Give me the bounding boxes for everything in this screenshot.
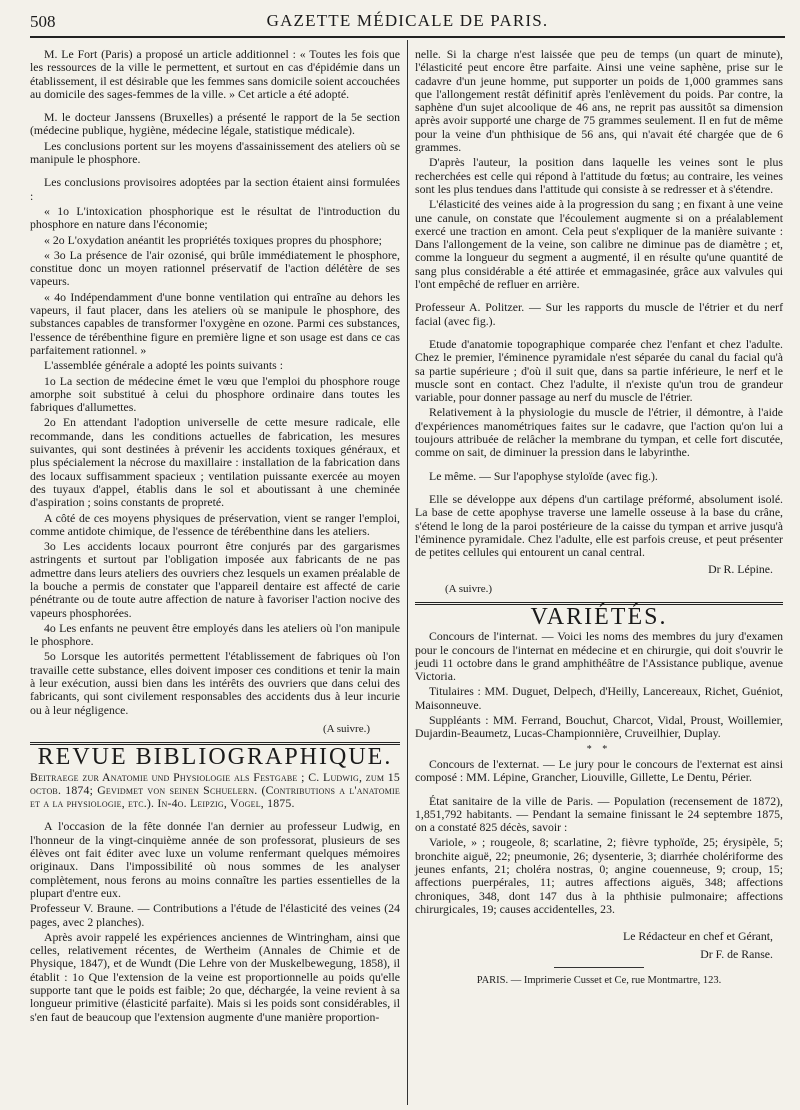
section-title-revue: REVUE BIBLIOGRAPHIQUE. [37,744,393,771]
column-divider [407,40,408,1105]
printer-imprint: PARIS. — Imprimerie Cusset et Ce, rue Montmartre, 123. [476,974,722,986]
paragraph: Après avoir rappelé les expériences anciennes de Wintringham, ainsi que celles, relativement récentes, de Wertheim (Annales de Chimie et de Physique, 1847), et de Wundt (Die Lehre von der Muskelbewegung, 1858), il établit : 1o Que l'extension de la veine est proportionnelle au poids qu'elle supporte tant que le poids est faible; 2o que, déchargée, la veine revient à sa longueur primitive (élasticité parfaite). Mais si les poids sont considérables, il s'en faut de beaucoup que l'extension augmente d'une manière proportion- [30,929,400,1024]
article-heading: Le même. — Sur l'apophyse styloïde (avec fig.). [429,468,658,483]
bibliographic-reference: Beitraege zur Anatomie und Physiologie als Festgabe ; C. Ludwig, zum 15 octob. 1874; Gevidmet von seinen Schuelern. (Contributions a l'anatomie et a la physiologie, etc.). In-4o. Leipzig, Vogel, 1875. [30,769,400,811]
paragraph: 1o La section de médecine émet le vœu que l'emploi du phosphore rouge amorphe soit substitué à celui du phosphore ordinaire dans toutes les fabriques d'allumettes. [30,373,400,415]
paragraph: Les conclusions provisoires adoptées par la section étaient ainsi formulées : [30,175,400,203]
paragraph: Concours de l'internat. — Voici les noms des membres du jury d'examen pour le concours de l'internat en médecine et en chirurgie, qui doit s'ouvrir le jeudi 11 octobre dans le grand amphithéâtre de l'Assistance publique, avenue Victoria. [415,629,783,684]
paragraph: L'assemblée générale a adopté les points suivants : [44,358,283,373]
paragraph: « 2o L'oxydation anéantit les propriétés toxiques propres du phosphore; [44,232,382,247]
separator-stars: * * [586,743,612,755]
paragraph: Les conclusions portent sur les moyens d'assainissement des ateliers où se manipule le phosphore. [30,138,400,167]
journal-title: GAZETTE MÉDICALE DE PARIS. [266,11,549,30]
paragraph: « 1o L'intoxication phosphorique est le résultat de l'introduction du phosphore en nature dans l'économie; [30,203,400,232]
header-rule [30,36,785,38]
paragraph: 5o Lorsque les autorités permettent l'établissement de fabriques où l'on travaille cette substance, elles doivent imposer ces conditions et tenir la main à leur exécution, aussi bien dans les intérêts des ouvriers que dans celui des fabricants, qui sont civilement responsables des accidents dus à leur incurie ou à leur négligence. [30,649,400,717]
paragraph: Suppléants : MM. Ferrand, Bouchut, Charcot, Vidal, Proust, Woillemier, Dujardin-Beaumetz, Lucas-Championnière, Cruveilhier, Duplay. [415,713,783,741]
article-heading: Professeur V. Braune. — Contributions a l'étude de l'élasticité des veines (24 pages, avec 2 planches). [30,901,400,929]
page-number: 508 [30,12,56,31]
editor-name: Dr F. de Ranse. [700,946,773,961]
footer-rule [554,967,644,968]
paragraph: A côté de ces moyens physiques de préservation, vient se ranger l'emploi, comme antidote chimique, de l'essence de térébenthine dans les ateliers. [30,510,400,538]
editor-signature: Le Rédacteur en chef et Gérant, [623,929,773,944]
article-heading: Professeur A. Politzer. — Sur les rapports du muscle de l'étrier et du nerf facial (avec fig.). [415,300,783,328]
paragraph: 2o En attendant l'adoption universelle de cette mesure radicale, elle recommande, dans les conditions actuelles de fabrication, les mesures suivantes, qui sont destinées à prévenir les accidents toxiques généraux, et plus spécialement la nécrose du maxillaire : installation de la fabrication dans des locaux suffisamment spacieux ; ventilation puissante exercée au moyen des tuyaux d'appel, établis dans le sol et aboutissant à une cheminée d'aspiration ; soins constants de propreté. [30,415,400,510]
paragraph: 4o Les enfants ne peuvent être employés dans les ateliers où l'on manipule le phosphore. [30,620,400,649]
paragraph: A l'occasion de la fête donnée l'an dernier au professeur Ludwig, en l'honneur de la vingt-cinquième année de son professorat, plusieurs de ses élèves ont fait éditer avec luxe un volume renfermant quelques mémoires originaux. Dans l'impossibilité où nous sommes de les analyser complètement, nous ferons au moins connaître les parties essentielles de la plupart d'entre eux. [30,819,400,900]
paragraph: 3o Les accidents locaux pourront être conjurés par des gargarismes astringents et surtout par l'obligation imposée aux fabricants de ne pas admettre dans leurs ateliers des ouvriers chez lesquels un examen préalable de la bouche a permis de constater que l'appareil dentaire est affecté de carie pénétrante ou de toute autre affection de nature à favoriser l'action nocive des vapeurs phosphorées. [30,539,400,620]
paragraph: Etude d'anatomie topographique comparée chez l'enfant et chez l'adulte. Chez le premier, l'éminence pyramidale n'est séparée du canal du facial qu'à sa partie supérieure ; d'où il suit que, dans sa partie inférieure, le nerf et le muscle sont en contact. Chez l'adulte, il n'existe qu'un trou de grandeur variable, pour donner passage au nerf du muscle de l'étrier. [415,336,783,405]
to-be-continued: (A suivre.) [445,582,493,595]
paragraph: Concours de l'externat. — Le jury pour le concours de l'externat est ainsi composé : MM. Lépine, Grancher, Liouville, Gillette, Le Dentu, Périer. [415,756,783,785]
paragraph: État sanitaire de la ville de Paris. — Population (recensement de 1872), 1,851,792 habitants. — Pendant la semaine finissant le 24 septembre 1875, on a constaté 825 décès, savoir : [415,793,783,835]
to-be-continued: (A suivre.) [322,722,370,735]
paragraph: D'après l'auteur, la position dans laquelle les veines sont le plus recherchées est celle qui répond à l'attitude du fœtus; au contraire, les veines sont les plus tendues dans l'attitude qui consiste à se redresser et à s'étendre. [415,155,783,196]
paragraph: nelle. Si la charge n'est laissée que peu de temps (un quart de minute), l'élasticité peut encore être parfaite. Ainsi une veine saphène, prise sur le cadavre d'un jeune homme, put supporter un poids de 1,000 grammes sans que l'allongement restât définitif après l'enlèvement du poids. Par contre, la saphène d'un sujet alcoolique de 46 ans, ne reprit pas aussitôt sa dimension après avoir supporté une charge de 75 grammes seulement. Il en fut de même pour la veine d'un phthisique de 56 ans, qui n'avait été chargée que de 6 grammes. [415,47,783,155]
paragraph: « 4o Indépendamment d'une bonne ventilation qui entraîne au dehors les vapeurs, il faut placer, dans les ateliers où se manipule le phosphore, des substances capables de transformer l'oxygène en ozone. Parmi ces substances, l'essence de térébenthine figure en première ligne et son usage est dans ce cas parfaitement rationnel. » [30,289,400,357]
paragraph: M. Le Fort (Paris) a proposé un article additionnel : « Toutes les fois que les ressources de la ville le permettent, et surtout en cas d'épidémie dans un établissement, il est désirable que les femmes sans domicile soient accouchées au domicile des sages-femmes de la ville. » Cet article a été adopté. [30,47,400,101]
masthead [30,10,785,36]
paragraph: M. le docteur Janssens (Bruxelles) a présenté le rapport de la 5e section (médecine publique, hygiène, médecine légale, statistique médicale). [30,110,400,138]
paragraph: « 3o La présence de l'air ozonisé, qui brûle immédiatement le phosphore, constitue donc un moyen rationnel préservatif de l'action délétère de ses vapeurs. [30,247,400,289]
paragraph: Relativement à la physiologie du muscle de l'étrier, il démontre, à l'aide d'expériences manométriques faites sur le cadavre, que l'action qu'on lui a toujours attribuée de relâcher la membrane du tympan, et celle fort discutée, comme on sait, de diminuer la pression dans le labyrinthe. [415,405,783,460]
paragraph: L'élasticité des veines aide à la progression du sang ; en fixant à une veine une canule, on constate que l'écoulement augmente si on a préalablement exercé une traction en amont. Cela peut s'expliquer de la manière suivante : Dans l'allongement de la veine, son calibre ne diminue pas de diamètre ; et, comme la longueur du segment a augmenté, il en résulte qu'une quantité de sang plus considérable a été attirée et emmagasinée, grâce aux valvules qui l'ont empêché de refluer en arrière. [415,197,783,292]
section-title-varietes: VARIÉTÉS. [530,603,668,630]
signature: Dr R. Lépine. [708,562,773,577]
left-column [30,48,400,1026]
paragraph: Variole, » ; rougeole, 8; scarlatine, 2; fièvre typhoïde, 25; érysipèle, 5; bronchite aiguë, 22; pneumonie, 26; dysenterie, 3; diarrhée cholériforme des jeunes enfants, 21; choléra nostras, 0; angine couenneuse, 9; croup, 15; affections puerpérales, 11; autres affections aiguës, 348; affections chroniques, 348, dont 147 dus à la phthisie pulmonaire; affections chirurgicales, 19; causes accidentelles, 23. [415,835,783,916]
paragraph: Elle se développe aux dépens d'un cartilage préformé, absolument isolé. La base de cette apophyse traverse une lamelle osseuse à la base du crâne, s'étend le long de la paroi postérieure de la caisse du tympan et arrive jusqu'à l'éminence pyramidale. Chez l'adulte, elle est parfois creuse, et peut présenter de petites cellules qui entourent un canal central. [415,491,783,560]
right-column [415,48,783,989]
paragraph: Titulaires : MM. Duguet, Delpech, d'Heilly, Lancereaux, Richet, Guéniot, Maisonneuve. [415,684,783,712]
